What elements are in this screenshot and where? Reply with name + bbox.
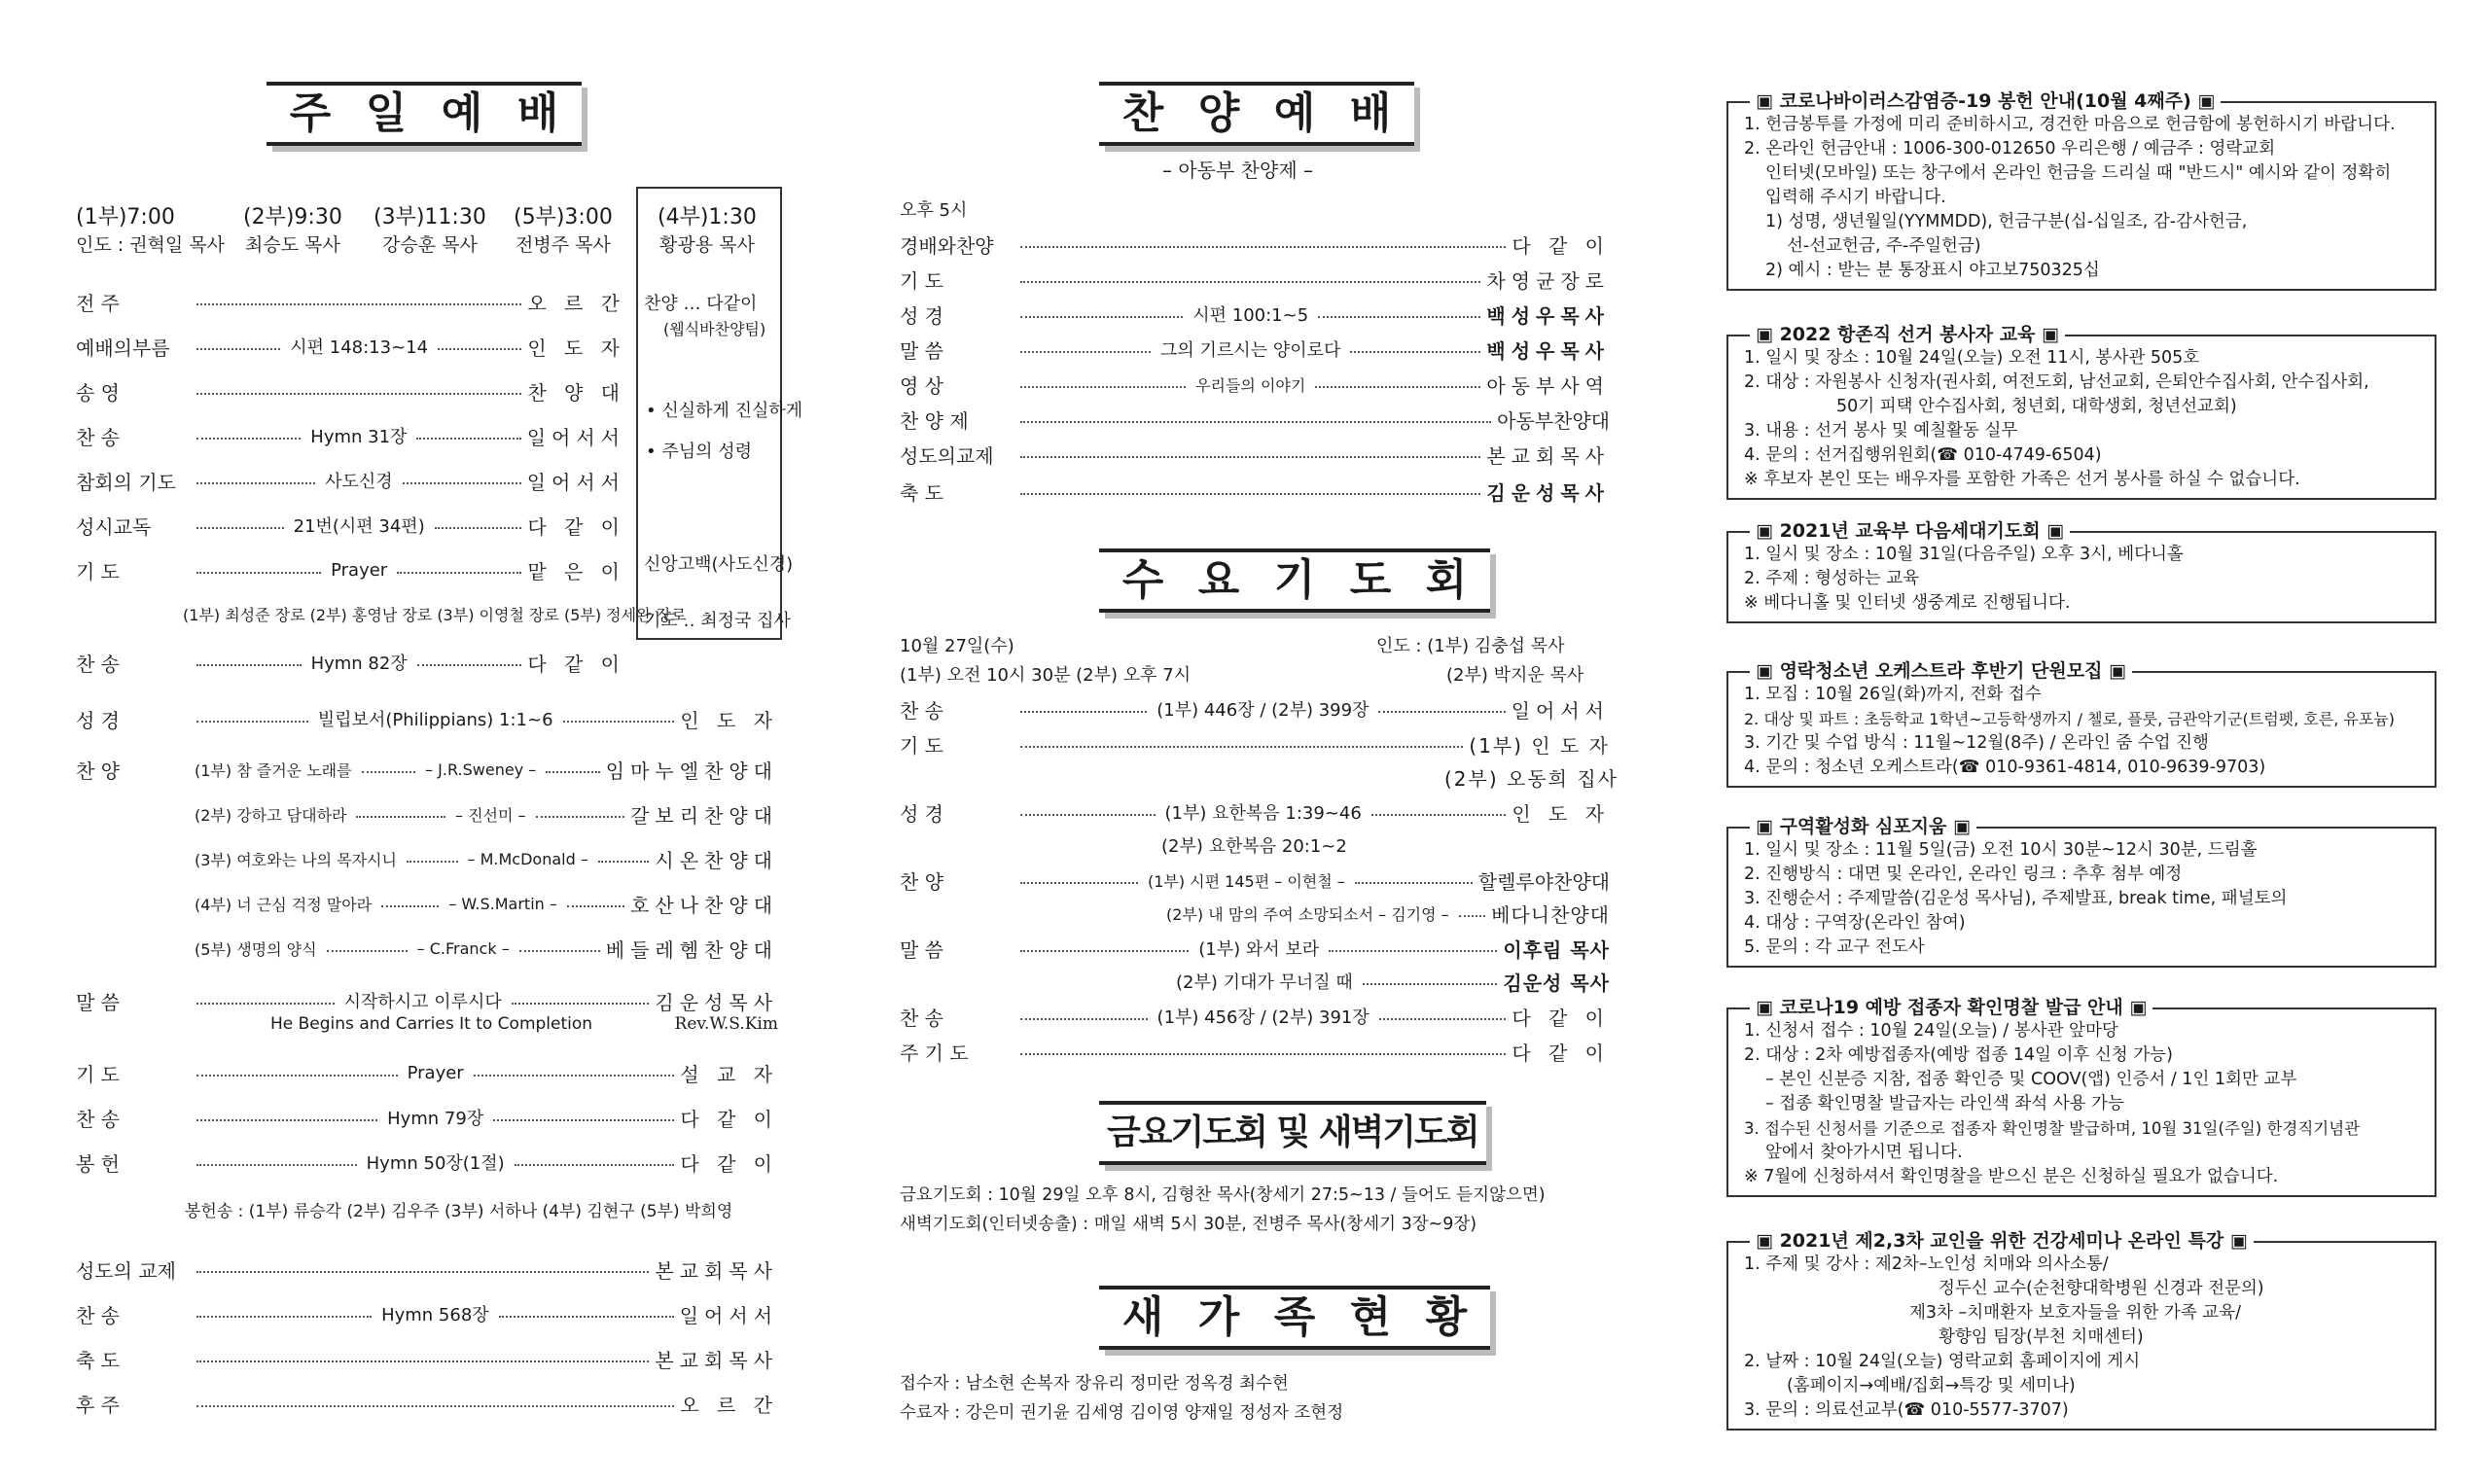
notice-box: ▣ 2021년 제2,3차 교인을 위한 건강세미나 온라인 특강 ▣ 1. 주제 및 강사 : 제2차–노인성 치매와 의사소통/ 정두신 교수(순천향대학병원 신경과 전문의) 제3차 –치매환자 보호자들을 위한 가족 교육/ 황향임 팀장(부천 치매센터) 2. 날짜 : 10월 24일(오늘) 영락교회 홈페이지에 게시 (홈페이지→예배/집회→특강 및 세미나) 3. 문의 : 의료선교부(☎ 010-5577-3707)	[1726, 1241, 2437, 1431]
order-row: 성 경 빌립보서(Philippians) 1:1~6 인 도 자	[76, 708, 779, 732]
order-row: 참회의 기도 사도신경 일어서서	[76, 470, 625, 494]
praise-row: 기 도 차영균장로	[900, 268, 1610, 293]
notice-box: ▣ 코로나19 예방 접종자 확인명찰 발급 안내 ▣ 1. 신청서 접수 : 10월 24일(오늘) / 봉사관 앞마당 2. 대상 : 2차 예방접종자(예방 접종 14일 이후 신청 가능) – 본인 신분증 지참, 접종 확인증 및 COOV(앱) 인증서 / 1인 1회만 교부 – 접종 확인명찰 발급자는 라인색 좌석 사용 가능 3. 접수된 신청서를 기준으로 접종자 확인명찰 발급하며, 10월 31일(주일) 한경직기념관 앞에서 찾아가시면 됩니다. ※ 7월에 신청하셔서 확인명찰을 받으신 분은 신청하실 필요가 없습니다.	[1726, 1007, 2437, 1197]
order-row: 기 도 Prayer 설 교 자	[76, 1062, 779, 1086]
wed-row: (2부) 기대가 무너질 때 김운성 목사	[1176, 971, 1610, 995]
side-creed: 신앙고백(사도신경)	[644, 554, 794, 575]
praise-time: 오후 5시	[900, 200, 968, 221]
wed-row: 주 기 도 다 같 이	[900, 1041, 1610, 1065]
offering-names: 봉헌송 : (1부) 류승각 (2부) 김우주 (3부) 서하나 (4부) 김현구 (5부) 박희영	[185, 1201, 733, 1221]
praise-worship-title: 찬 양 예 배	[1099, 82, 1414, 146]
wed-row: 말 씀 (1부) 와서 보라 이후림 목사	[900, 937, 1610, 962]
wed-times: (1부) 오전 10시 30분 (2부) 오후 7시	[900, 665, 1192, 686]
notice-box: ▣ 영락청소년 오케스트라 후반기 단원모집 ▣ 1. 모집 : 10월 26일(화)까지, 전화 접수 2. 대상 및 파트 : 초등학교 1학년~고등학생까지 / 첼로, 플룻, 금관악기군(트럼펫, 호른, 유포늄) 3. 기간 및 수업 방식 : 11월~12월(8주) / 온라인 줌 수업 진행 4. 문의 : 청소년 오케스트라(☎ 010-9361-4814, 010-9639-9703)	[1726, 671, 2437, 788]
wed-row: (2부) 요한복음 20:1~2	[1161, 836, 1347, 857]
order-row: 찬 송 Hymn 79장 다 같 이	[76, 1107, 778, 1131]
wed-leader-2: (2부) 박지운 목사	[1446, 665, 1584, 686]
side-song-2: • 주님의 성령	[646, 442, 753, 462]
order-row: (4부) 너 근심 걱정 말아라 – W.S.Martin – 호산나찬양대	[195, 893, 779, 917]
praise-subtitle: – 아동부 찬양제 –	[1162, 158, 1313, 182]
order-row: (3부) 여호와는 나의 목자시니 – M.McDonald – 시온찬양대	[195, 848, 779, 872]
order-row: 기 도 Prayer 맡 은 이	[76, 559, 626, 583]
wednesday-prayer-title: 수 요 기 도 회	[1099, 548, 1490, 613]
service-3: (3부)11:30 강승훈 목사	[374, 205, 486, 256]
praise-row: 찬 양 제 아동부찬양대	[900, 408, 1610, 433]
order-row: 찬 송 Hymn 82장 다 같 이	[76, 652, 625, 676]
wed-date: 10월 27일(수)	[900, 636, 1014, 656]
order-row: 축 도 본교회목사	[76, 1348, 778, 1372]
order-row: 성시교독 21번(시편 34편) 다 같 이	[76, 514, 626, 539]
order-row: 봉 헌 Hymn 50장(1절) 다 같 이	[76, 1151, 778, 1176]
service-5: (5부)3:00 전병주 목사	[514, 205, 613, 256]
dawn-prayer: 새벽기도회(인터넷송출) : 매일 새벽 5시 30분, 전병주 목사(창세기 3장~9장)	[900, 1214, 1477, 1234]
side-praise: 찬양 … 다같이	[644, 294, 758, 314]
prayer-names: (1부) 최성준 장로 (2부) 홍영남 장로 (3부) 이영철 장로 (5부) 정세완 장로	[183, 605, 687, 624]
wed-row: 성 경 (1부) 요한복음 1:39~46 인 도 자	[900, 801, 1611, 826]
praise-row: 성도의교제 본교회목사	[900, 443, 1610, 468]
service-4: (4부)1:30 황광용 목사	[658, 205, 757, 256]
wed-row: 찬 송 (1부) 446장 / (2부) 399장 일어서서	[900, 698, 1610, 723]
praise-row: 경배와찬양 다 같 이	[900, 233, 1610, 258]
praise-row: 축 도 김운성목사	[900, 480, 1610, 505]
service-2: (2부)9:30 최승도 목사	[243, 205, 342, 256]
friday-prayer: 금요기도회 : 10월 29일 오후 8시, 김형찬 목사(창세기 27:5~13 / 들어도 듣지않으면)	[900, 1184, 1546, 1205]
praise-row: 영 상 우리들의 이야기 아동부사역	[900, 373, 1611, 398]
notice-box: ▣ 구역활성화 심포지움 ▣ 1. 일시 및 장소 : 11월 5일(금) 오전 10시 30분~12시 30분, 드림홀 2. 진행방식 : 대면 및 온라인, 온라인 링크 : 추후 첨부 예정 3. 진행순서 : 주제말씀(김운성 목사님), 주제발표, break time, 패널토의 4. 대상 : 구역장(온라인 참여) 5. 문의 : 각 교구 전도사	[1726, 827, 2437, 968]
order-row: 예배의부름 시편 148:13~14 인 도 자	[76, 336, 625, 360]
order-row: 찬 송 Hymn 31장 일어서서	[76, 425, 625, 449]
new-family-title: 새 가 족 현 황	[1099, 1286, 1490, 1350]
praise-row: 말 씀 그의 기르시는 양이로다 백성우목사	[900, 338, 1610, 363]
order-row: 송 영 찬 양 대	[76, 380, 625, 405]
wed-row: (2부) 오동희 집사	[1444, 766, 1618, 791]
service-1: (1부)7:00 인도 : 권혁일 목사	[76, 205, 225, 256]
order-row: 찬 송 Hymn 568장 일어서서	[76, 1303, 779, 1327]
wed-row: 찬 양 (1부) 시편 145편 – 이현철 – 할렐루야찬양대	[900, 869, 1611, 894]
order-row: (2부) 강하고 담대하라 – 진선미 – 갈보리찬양대	[195, 803, 779, 828]
order-row: 성도의 교제 본교회목사	[76, 1258, 778, 1283]
wed-row: (2부) 내 맘의 주여 소망되소서 – 김기영 – 베다니찬양대	[1166, 902, 1610, 927]
order-row: 전 주 오 르 간	[76, 291, 625, 315]
wed-leader-1: 인도 : (1부) 김충섭 목사	[1376, 636, 1565, 656]
sunday-worship-title: 주 일 예 배	[267, 82, 582, 146]
notice-box: ▣ 2021년 교육부 다음세대기도회 ▣ 1. 일시 및 장소 : 10월 31일(다음주일) 오후 3시, 베다니홀 2. 주제 : 형성하는 교육 ※ 베다니홀 및 인터넷 생중계로 진행됩니다.	[1726, 531, 2437, 623]
order-row: 찬 양 (1부) 참 즐거운 노래를 – J.R.Sweney – 임마누엘찬양대	[76, 759, 779, 783]
sermon-english: He Begins and Carries It to Completion Rev.W.S.Kim	[270, 1014, 778, 1034]
notice-box: ▣ 코로나바이러스감염증-19 봉헌 안내(10월 4째주) ▣ 1. 헌금봉투를 가정에 미리 준비하시고, 경건한 마음으로 헌금함에 봉헌하시기 바랍니다. 2. 온라인 헌금안내 : 1006-300-012650 우리은행 / 예금주 : 영락교회 인터넷(모바일) 또는 창구에서 온라인 헌금을 드리실 때 "반드시" 예시와 같이 정확히 입력해 주시기 바랍니다. 1) 성명, 생년월일(YYMMDD), 헌금구분(십-십일조, 감-감사헌금, 선-선교헌금, 주-주일헌금) 2) 예시 : 받는 분 통장표시 야고보750325십	[1726, 101, 2437, 291]
order-row: 말 씀 시작하시고 이루시다 김운성목사	[76, 990, 779, 1014]
new-family-completed: 수료자 : 강은미 권기윤 김세영 김이영 양재일 정성자 조현정	[900, 1402, 1344, 1423]
side-praise-team: (웹식바찬양팀)	[663, 320, 766, 338]
new-family-registered: 접수자 : 남소현 손복자 장유리 정미란 정옥경 최수현	[900, 1373, 1289, 1394]
side-song-1: • 신실하게 진실하게	[646, 401, 803, 421]
praise-row: 성 경 시편 100:1~5 백성우목사	[900, 303, 1611, 328]
wed-row: 찬 송 (1부) 456장 / (2부) 391장 다 같 이	[900, 1006, 1610, 1030]
side-prayer: 기도 ‥ 최정국 집사	[644, 611, 791, 631]
order-row: 후 주 오 르 간	[76, 1393, 778, 1417]
notice-box: ▣ 2022 항존직 선거 봉사자 교육 ▣ 1. 일시 및 장소 : 10월 24일(오늘) 오전 11시, 봉사관 505호 2. 대상 : 자원봉사 신청자(권사회, 여전도회, 남선교회, 은퇴안수집사회, 안수집사회, 50기 피택 안수집사회, 청년회, 대학생회, 청년선교회) 3. 내용 : 선거 봉사 및 예칠활동 실무 4. 문의 : 선거집행위원회(☎ 010-4749-6504) ※ 후보자 본인 또는 배우자를 포함한 가족은 선거 봉사를 하실 수 없습니다.	[1726, 335, 2437, 500]
wed-row: 기 도 (1부) 인 도 자	[900, 733, 1610, 758]
friday-dawn-title: 금요기도회 및 새벽기도회	[1099, 1101, 1486, 1165]
order-row: (5부) 생명의 양식 – C.Franck – 베들레헴찬양대	[195, 937, 779, 962]
